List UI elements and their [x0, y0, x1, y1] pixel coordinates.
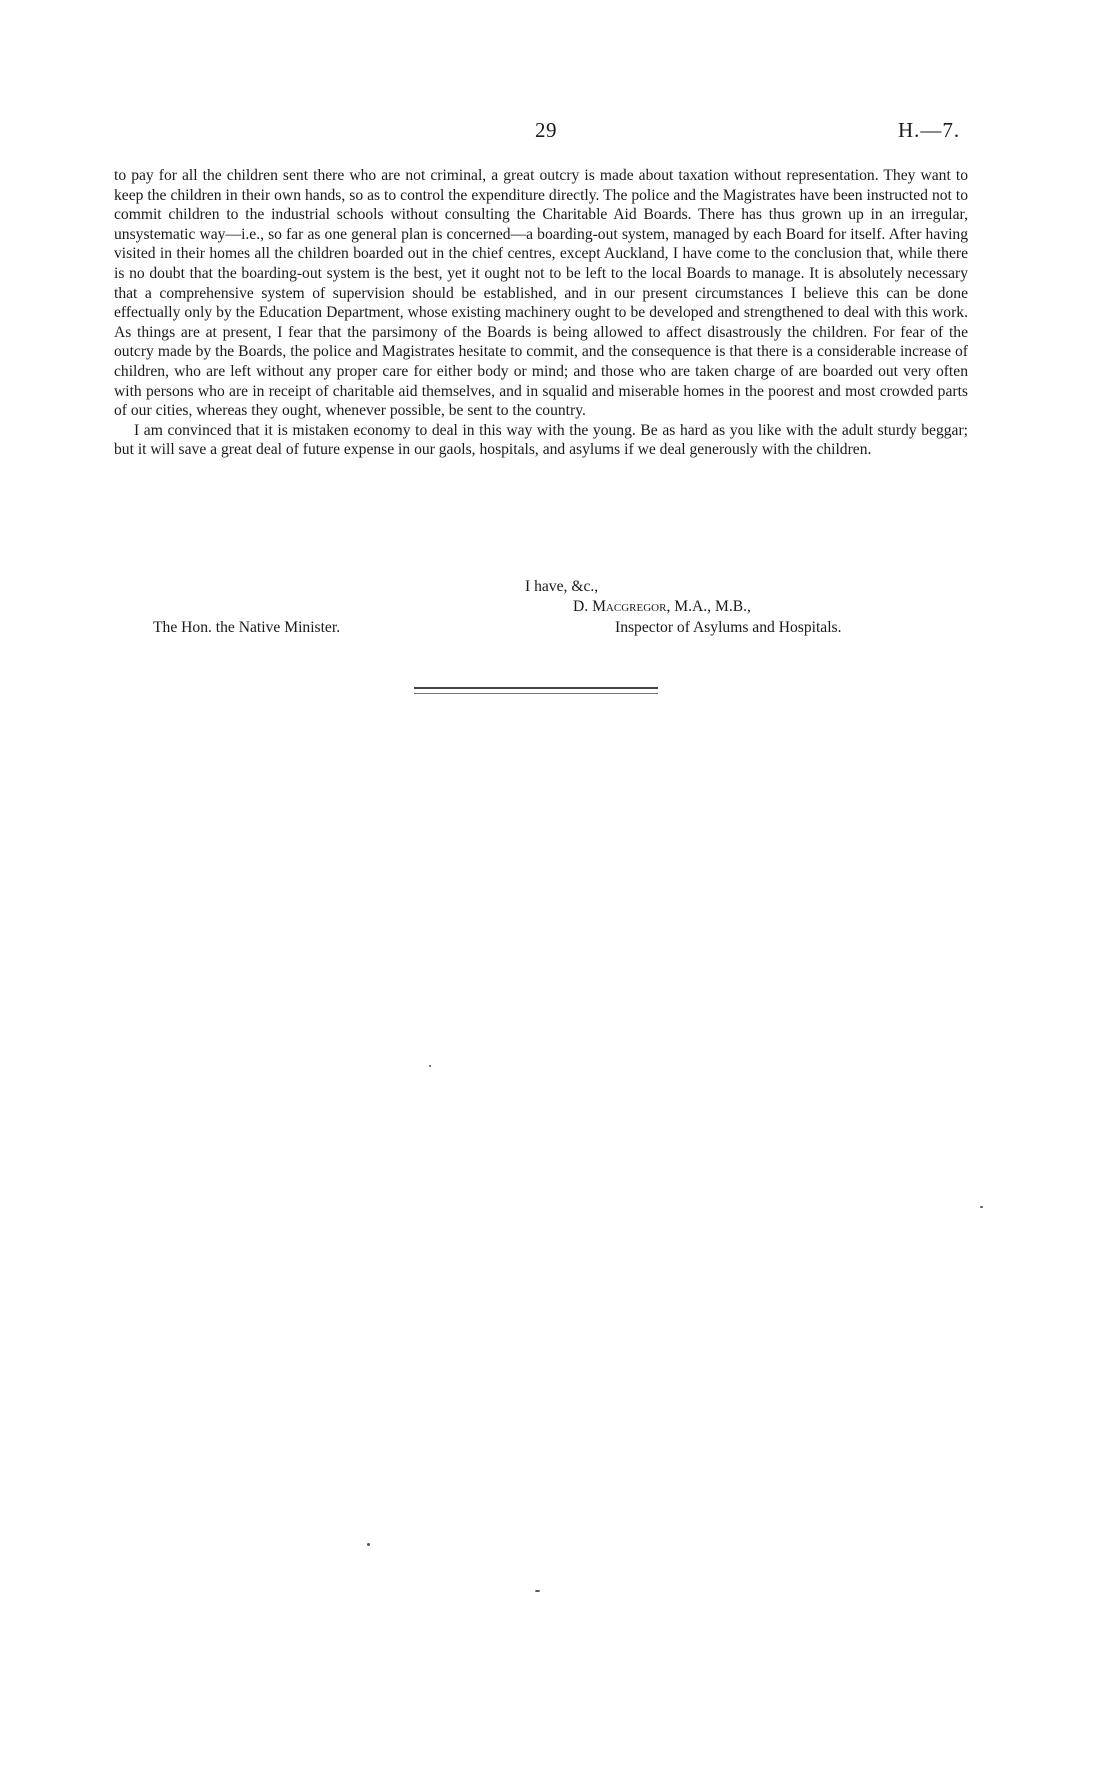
scan-speck — [535, 1590, 540, 1592]
signatory-name — [573, 598, 751, 616]
signatory-title: Inspector of Asylums and Hospitals. — [615, 619, 842, 636]
signatory-initial: D. — [573, 598, 593, 615]
section-divider-underline — [414, 693, 658, 694]
scan-speck — [980, 1206, 983, 1208]
signatory-degrees: , M.A., M.B., — [666, 598, 751, 615]
page-number: 29 — [535, 118, 557, 142]
body-paragraph-1: to pay for all the children sent there who are not criminal, a great outcry is made about taxation without representation. They want to keep the children in their own hands, so as to control the expenditure directly. The police and the Magistrates have been instructed not to commit children to the industrial schools without consulting the Charitable Aid Boards. There has thus grown up in an irregular, unsystematic way—i.e., so far as one general plan is concerned—a boarding-out system, managed by each Board for itself. After having visited in their homes all the children boarded out in the chief centres, except Auckland, I have come to the conclusion that, while there is no doubt that the boarding-out system is the best, yet it ought not to be left to the local Boards to manage. It is absolutely necessary that a comprehensive system of supervision should be established, and in our present circumstances I believe this can be done effectually only by the Education Department, whose existing machinery ought to be developed and strengthened to deal with this work. As things are at present, I fear that the parsimony of the Boards is being allowed to affect disastrously the children. For fear of the outcry made by the Boards, the police and Magistrates hesitate to commit, and the consequence is that there is a considerable increase of children, who are left without any proper care for either body or mind; and those who are taken charge of are boarded out very often with persons who are in receipt of charitable aid themselves, and in squalid and miserable homes in the poorest and most crowded parts of our cities, whereas they ought, whenever possible, be sent to the country. — [114, 167, 968, 420]
signatory-surname: Macgregor — [592, 598, 667, 615]
addressee: The Hon. the Native Minister. — [153, 619, 341, 636]
body-paragraph-2: I am convinced that it is mistaken economy to deal in this way with the young. Be as hard as you like with the adult sturdy beggar; but it will save a great deal of future expense in our gaols, hospitals, and asylums if we deal generously with the children. — [114, 421, 968, 459]
letter-body — [114, 166, 968, 460]
scan-speck — [367, 1543, 370, 1546]
section-divider — [414, 687, 658, 689]
scan-speck — [429, 1065, 431, 1067]
closing-salutation: I have, &c., — [525, 578, 599, 595]
document-reference: H.—7. — [898, 118, 961, 142]
